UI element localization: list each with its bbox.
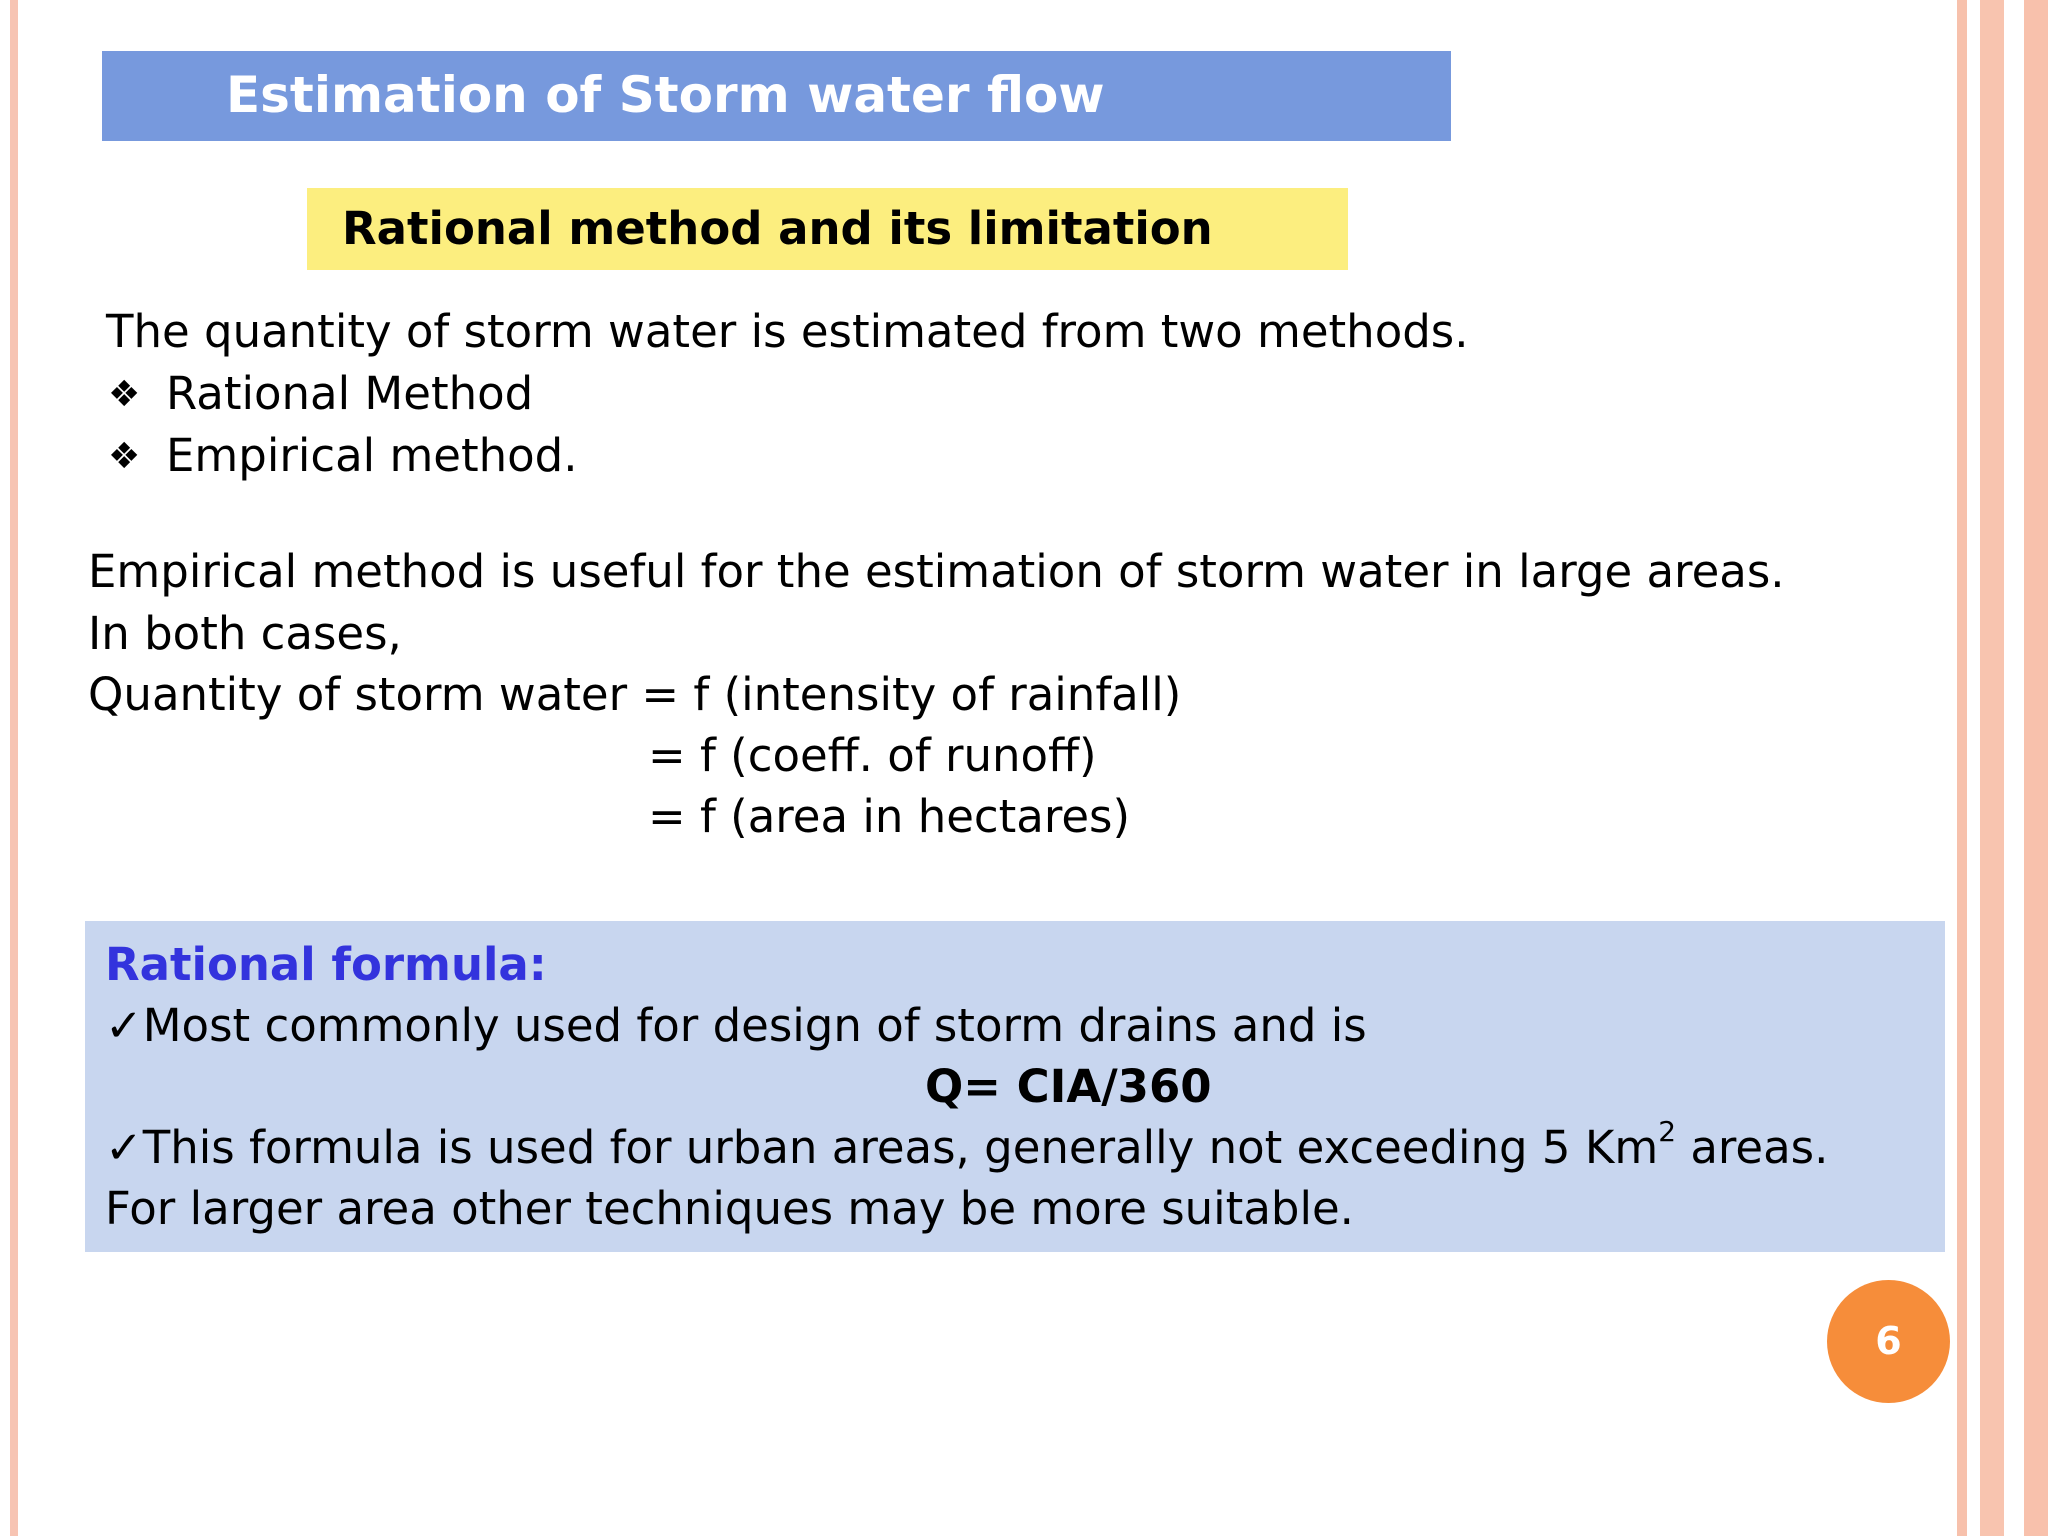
empirical-text: Empirical method is useful for the estimation of storm water in large areas. xyxy=(88,545,1785,598)
check-point-1 xyxy=(105,998,1367,1054)
left-border-stripe xyxy=(10,0,18,1536)
intro-text: The quantity of storm water is estimated from two methods. xyxy=(106,305,1469,358)
rational-formula-box xyxy=(85,921,1945,1252)
checkmark-icon: ✓ xyxy=(105,1121,143,1174)
title-bar xyxy=(102,51,1451,141)
checkmark-icon: ✓ xyxy=(105,999,143,1052)
subtitle-bar xyxy=(307,188,1348,270)
right-border-stripe xyxy=(2024,0,2048,1536)
rational-formula-heading: Rational formula: xyxy=(105,938,547,991)
point-text: Most commonly used for design of storm drains and is xyxy=(142,999,1367,1052)
list-item-empirical-method xyxy=(108,428,578,485)
right-border-stripe xyxy=(1957,0,1967,1536)
page-number-badge: 6 xyxy=(1827,1280,1950,1403)
point-text: This formula is used for urban areas, generally not exceeding 5 Km xyxy=(142,1121,1659,1174)
quantity-equation-continued: = f (area in hectares) xyxy=(648,790,1131,843)
right-border-stripe xyxy=(1980,0,2004,1536)
superscript: 2 xyxy=(1658,1115,1677,1148)
diamond-bullet-icon: ❖ xyxy=(108,436,141,477)
list-item-rational-method xyxy=(108,366,533,423)
quantity-equation: Quantity of storm water = f (intensity of rainfall) xyxy=(88,668,1182,721)
quantity-equation-continued: = f (coeff. of runoff) xyxy=(648,729,1097,782)
check-point-2 xyxy=(105,1115,1829,1176)
point-text-suffix: areas. xyxy=(1676,1121,1829,1174)
slide-subtitle: Rational method and its limitation xyxy=(342,202,1213,255)
list-item-label: Empirical method. xyxy=(166,429,578,482)
slide-title: Estimation of Storm water flow xyxy=(226,66,1105,124)
diamond-bullet-icon: ❖ xyxy=(108,374,141,415)
list-item-label: Rational Method xyxy=(166,367,534,420)
point-3-text: For larger area other techniques may be more suitable. xyxy=(105,1182,1354,1235)
both-cases-text: In both cases, xyxy=(88,607,402,660)
rational-formula-equation: Q= CIA/360 xyxy=(925,1060,1212,1113)
